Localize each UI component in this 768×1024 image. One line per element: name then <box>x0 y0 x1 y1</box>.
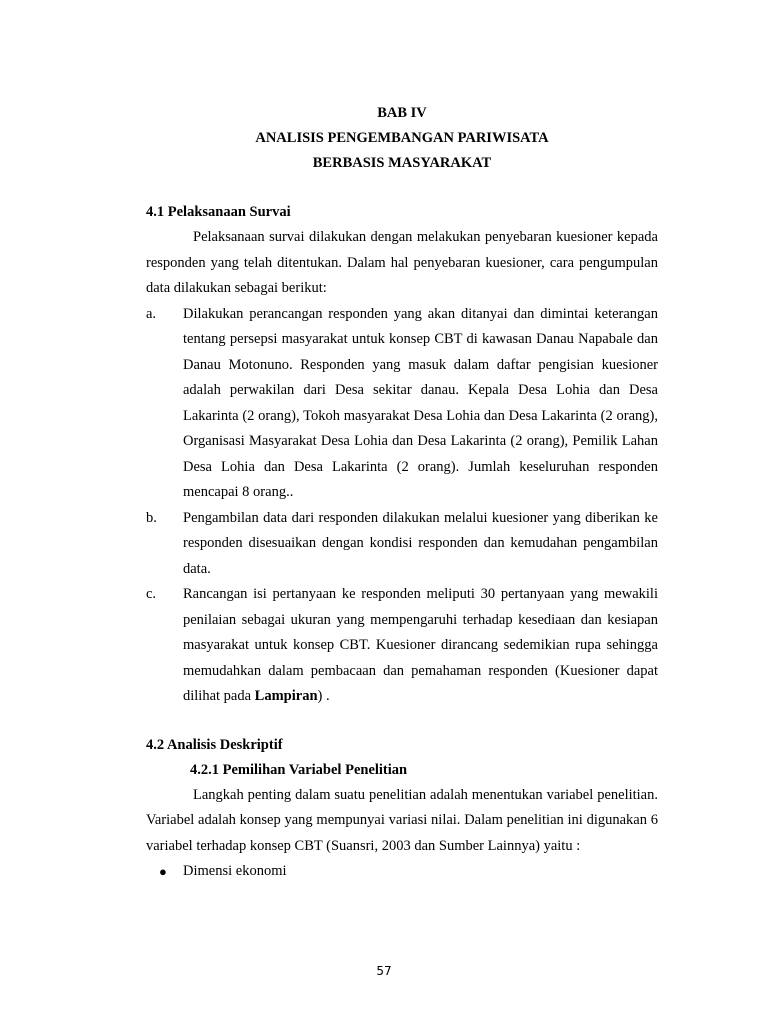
section1-list <box>146 302 658 710</box>
list-marker: b. <box>146 509 157 526</box>
list-item-a <box>146 302 658 506</box>
bullet-item <box>146 859 658 885</box>
subsection-heading-4-2-1: 4.2.1 Pemilihan Variabel Penelitian <box>190 761 408 778</box>
section-heading-4-1: 4.1 Pelaksanaan Survai <box>146 204 291 220</box>
list-item-text: Dilakukan perancangan responden yang akan ditanyai dan dimintai keterangan tentang persepsi masyarakat untuk konsep CBT di kawasan Danau Napabale dan Danau Motonuno. Responden yang masuk dalam daftar pengisian kuesioner adalah perwakilan dari Desa sekitar danau. Kepala Desa Lohia dan Desa Lakarinta (2 orang), Tokoh masyarakat Desa Lohia dan Desa Lakarinta (2 orang), Organisasi Masyarakat Desa Lohia dan Desa Lakarinta (2 orang), Pemilik Lahan Desa Lohia dan Desa Lakarinta (2 orang). Jumlah keseluruhan responden mencapai 8 orang.. <box>183 305 658 500</box>
page-number: 57 <box>376 964 392 978</box>
appendix-reference: Lampiran <box>254 688 318 704</box>
bullet-dot-icon: ● <box>159 864 167 879</box>
list-marker: a. <box>146 305 157 322</box>
list-item-b <box>146 506 658 583</box>
chapter-title-line1: ANALISIS PENGEMBANGAN PARIWISATA <box>255 130 549 146</box>
list-item-text <box>183 586 658 704</box>
section1-intro-paragraph: Pelaksanaan survai dilakukan dengan melakukan penyebaran kuesioner kepada responden yang telah ditentukan. Dalam hal penyebaran kuesioner, cara pengumpulan data dilakukan sebagai berikut: <box>146 229 658 296</box>
document-page <box>146 100 658 885</box>
list-item-text-before: Rancangan isi pertanyaan ke responden meliputi 30 pertanyaan yang mewakili penilaian sebagai ukuran yang mempengaruhi terhadap kesediaan dan kesiapan masyarakat untuk konsep CBT. Kuesioner dirancang sedemikian rupa sehingga memudahkan dalam pembacaan dan pemahaman responden (Kuesioner dapat dilihat pada <box>183 586 658 704</box>
list-item-c <box>146 582 658 710</box>
section-heading-4-2: 4.2 Analisis Deskriptif <box>146 736 283 753</box>
chapter-label: BAB IV <box>377 105 427 121</box>
list-item-text: Pengambilan data dari responden dilakukan melalui kuesioner yang diberikan ke responden disesuaikan dengan kondisi responden dan kemudahan pengambilan data. <box>183 509 658 577</box>
list-item-text-after: ) . <box>317 688 330 704</box>
bullet-text: Dimensi ekonomi <box>183 863 287 879</box>
list-marker: c. <box>146 586 157 602</box>
chapter-title-line2: BERBASIS MASYARAKAT <box>312 155 492 171</box>
section2-paragraph: Langkah penting dalam suatu penelitian adalah menentukan variabel penelitian. Variabel adalah konsep yang mempunyai variasi nilai. Dalam penelitian ini digunakan 6 variabel terhadap konsep CBT (Suansri, 2003 dan Sumber Lainnya) yaitu : <box>146 786 658 854</box>
